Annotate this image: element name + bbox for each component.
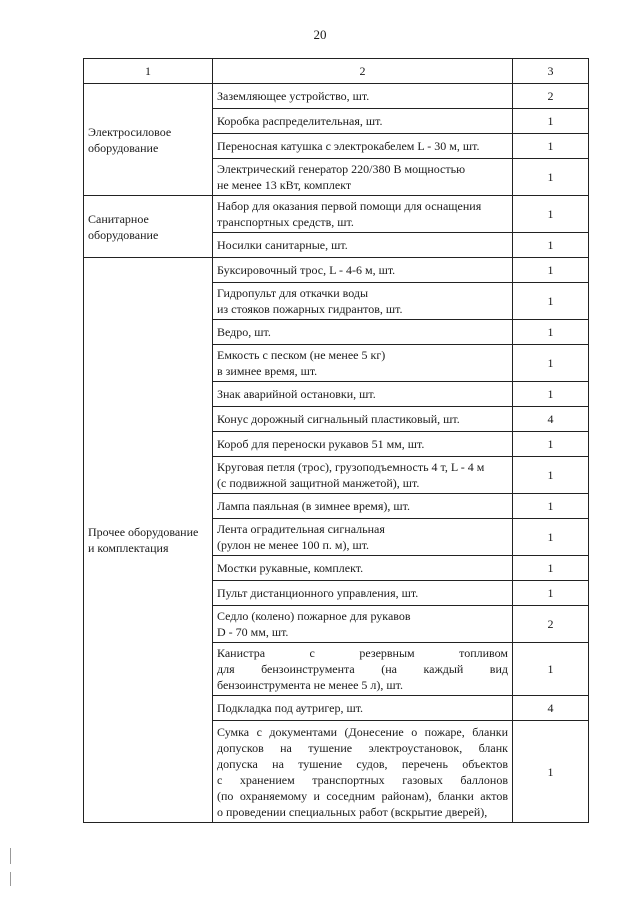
item-text-line: Лента оградительная сигнальная (217, 522, 385, 536)
item-text-line: Седло (колено) пожарное для рукавов (217, 609, 411, 623)
item-text-line: в зимнее время, шт. (217, 364, 318, 378)
header-col-1: 1 (84, 59, 213, 84)
item-description (213, 556, 513, 581)
item-text-line: Знак аварийной остановки, шт. (217, 387, 376, 401)
item-quantity: 1 (513, 134, 589, 159)
category-line: оборудование (88, 227, 159, 242)
item-text-line: Короб для переноски рукавов 51 мм, шт. (217, 437, 425, 451)
table-row (84, 84, 589, 109)
item-quantity: 1 (513, 258, 589, 283)
item-quantity: 1 (513, 196, 589, 233)
item-quantity: 1 (513, 320, 589, 345)
item-text-line: допуска на тушение судов, перечень объектов (217, 756, 508, 771)
item-description (213, 196, 513, 233)
item-description (213, 457, 513, 494)
item-quantity: 2 (513, 606, 589, 643)
item-quantity: 1 (513, 556, 589, 581)
item-description (213, 519, 513, 556)
item-text-line: Пульт дистанционного управления, шт. (217, 586, 419, 600)
header-col-2: 2 (213, 59, 513, 84)
item-description (213, 606, 513, 643)
item-text-line: Канистра с резервным топливом (217, 646, 508, 660)
item-quantity: 1 (513, 109, 589, 134)
item-quantity: 4 (513, 696, 589, 721)
category-cell (84, 196, 213, 258)
item-text-line: с хранением транспортных газовых баллонов (217, 772, 508, 787)
item-text-line: Коробка распределительная, шт. (217, 114, 383, 128)
table-row (84, 196, 589, 233)
item-text-line: из стояков пожарных гидрантов, шт. (217, 302, 403, 316)
item-text-line: (с подвижной защитной манжетой), шт. (217, 476, 420, 490)
item-quantity: 1 (513, 432, 589, 457)
item-text-line: Электрический генератор 220/380 В мощностью (217, 162, 466, 176)
item-text-line: транспортных средств, шт. (217, 215, 354, 229)
item-text-line: Гидропульт для откачки воды (217, 286, 369, 300)
item-quantity: 1 (513, 494, 589, 519)
category-cell (84, 258, 213, 823)
item-quantity: 1 (513, 159, 589, 196)
item-description (213, 721, 513, 823)
item-text-line: Сумка с документами (Донесение о пожаре, бланки (217, 724, 508, 739)
item-description (213, 494, 513, 519)
item-text-line: о проведении специальных работ (вскрытие дверей), (217, 804, 488, 819)
item-text-line: Емкость с песком (не менее 5 кг) (217, 348, 386, 362)
header-row (84, 59, 589, 84)
category-line: Электросиловое (88, 124, 172, 139)
item-quantity: 1 (513, 457, 589, 494)
item-text-line: (по охраняемому и соседним районам), бланки актов (217, 788, 508, 803)
item-text-line: Круговая петля (трос), грузоподъемность 4 т, L - 4 м (217, 460, 485, 474)
item-text-line: Носилки санитарные, шт. (217, 238, 348, 252)
item-text-line: Ведро, шт. (217, 325, 271, 339)
item-description (213, 432, 513, 457)
item-description (213, 134, 513, 159)
item-text-line: Набор для оказания первой помощи для оснащения (217, 199, 482, 213)
category-line: Прочее оборудование (88, 525, 199, 539)
item-description (213, 283, 513, 320)
item-text-line: не менее 13 кВт, комплект (217, 178, 352, 192)
equipment-table (83, 58, 589, 823)
item-description (213, 407, 513, 432)
item-quantity: 2 (513, 84, 589, 109)
item-description (213, 643, 513, 696)
scan-artifact (10, 872, 11, 886)
item-quantity: 1 (513, 643, 589, 696)
item-quantity: 1 (513, 519, 589, 556)
item-description (213, 581, 513, 606)
item-description (213, 233, 513, 258)
item-text-line: Буксировочный трос, L - 4-6 м, шт. (217, 263, 396, 277)
item-description (213, 382, 513, 407)
table-body (84, 59, 589, 823)
item-text-line: бензоинструмента не менее 5 л), шт. (217, 678, 403, 692)
item-text-line: (рулон не менее 100 п. м), шт. (217, 538, 370, 552)
item-text-line: Мостки рукавные, комплект. (217, 561, 364, 575)
item-text-line: Подкладка под аутригер, шт. (217, 701, 364, 715)
item-description (213, 159, 513, 196)
item-quantity: 4 (513, 407, 589, 432)
scan-artifact (10, 848, 11, 864)
item-quantity: 1 (513, 283, 589, 320)
item-text-line: Конус дорожный сигнальный пластиковый, шт. (217, 412, 460, 426)
item-text-line: Переносная катушка с электрокабелем L - 30 м, шт. (217, 139, 480, 153)
category-cell (84, 84, 213, 196)
item-text-line: для бензоинструмента (на каждый вид (217, 662, 508, 676)
item-description (213, 320, 513, 345)
item-quantity: 1 (513, 345, 589, 382)
header-col-3: 3 (513, 59, 589, 84)
item-description (213, 258, 513, 283)
item-text-line: D - 70 мм, шт. (217, 625, 289, 639)
item-quantity: 1 (513, 382, 589, 407)
category-line: Санитарное (88, 211, 149, 226)
item-description (213, 345, 513, 382)
item-description (213, 109, 513, 134)
item-quantity: 1 (513, 581, 589, 606)
item-quantity: 1 (513, 233, 589, 258)
item-text-line: Заземляющее устройство, шт. (217, 89, 370, 103)
table-row (84, 258, 589, 283)
category-line: оборудование (88, 140, 159, 155)
item-description (213, 84, 513, 109)
item-text-line: Лампа паяльная (в зимнее время), шт. (217, 499, 410, 513)
category-line: и комплектация (88, 541, 169, 555)
item-text-line: допусков на тушение электроустановок, бланк (217, 740, 508, 755)
item-description (213, 696, 513, 721)
item-quantity: 1 (513, 721, 589, 823)
page-number: 20 (313, 27, 327, 42)
